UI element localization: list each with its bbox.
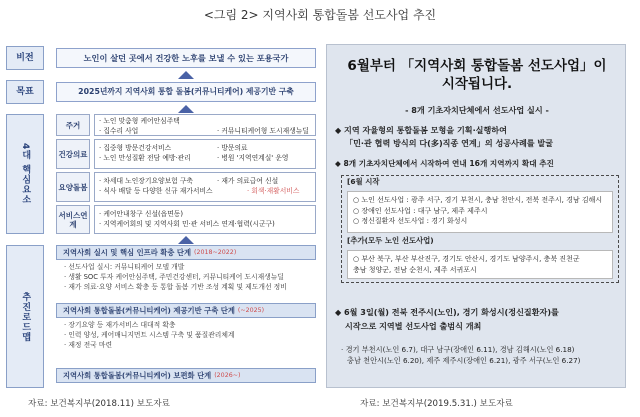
panel-subhead: - 8개 기초자치단체에서 선도사업 실시 - [405,105,549,115]
roadmap-step-3 [56,368,316,383]
figure-title: <그림 2> 지역사회 통합돌봄 선도사업 추진 [203,8,437,22]
step-line: · 재가 의료·요양 서비스 확충 등 통합 돌봄 기반 조성 계획 및 제도개선 정비 [64,283,287,292]
core-box-care [94,172,316,202]
core-line: · 집수리 사업 [99,126,139,135]
step-line: · 선도사업 실시: 커뮤니티케어 모델 개발 [64,263,185,271]
tag-additional: [추가(모두 노인 선도사업) [347,236,434,245]
arrow-up-icon [178,71,194,79]
left-source: 자료: 보건복지부(2018.11) 보도자료 [28,399,170,409]
step-line: · 장기요양 등 재가서비스 대대적 확충 [64,321,176,329]
core-line: · 차세대 노인장기요양보험 구축 [99,177,193,185]
step-line: · 재정 전국 마련 [64,341,113,350]
site-line: ○ 정신질환자 선도사업 : 경기 화성시 [353,217,468,225]
core-line: · 노인 만성질환 전담 예방·관리 [99,153,191,162]
roadmap-step-1 [56,245,316,260]
point-1-line1: ◆ 지역 자율형의 통합돌봄 모형을 기획·실행하여 [335,125,507,135]
core-tab-care: 요양돌봄 [56,172,90,202]
core-box-health [94,139,316,169]
core-line: · 집중형 방문건강서비스 [99,144,172,152]
point-3-line2: 시작으로 지역별 선도사업 출범식 개최 [345,321,482,331]
step-line: · 인력 양성, 케어매니지먼트 시스템 구축 및 품질관리체계 [64,331,235,340]
roadmap-label-text: 추진로드맵 [20,291,31,342]
site-line: 충남 청양군, 전남 순천시, 제주 서귀포시 [353,265,477,274]
vision-text: 노인이 살던 곳에서 건강한 노후를 보낼 수 있는 포용국가 [56,48,316,68]
step-line: · 생활 SOC 투자 케어안심주택, 주민건강센터, 커뮤니티케어 도시재생뉴딜 [64,273,284,282]
launch-line: 충남 천안시(노인 6.20), 제주 제주시(장애인 6.21), 광주 서구(노인 6.27) [347,355,581,365]
point-1-line2: 「민·관 협력 방식의 다(多)직종 연계」의 성공사례를 발굴 [345,138,554,148]
core-line: · 노인 맞춤형 케어안심주택 [99,117,180,125]
arrow-up-icon [178,236,194,244]
arrow-up-icon [178,105,194,113]
initial-sites-box [347,191,613,233]
core-tab-link: 서비스연계 [56,205,90,234]
step-title: 지역사회 실시 및 핵심 인프라 확충 단계 [63,247,192,257]
roadmap-step-1-body [56,262,316,293]
step-period: (2018~2022) [194,249,237,256]
core-line: · 재가 의료급여 신설 [217,177,279,185]
step-period: (~2025) [237,307,265,314]
point-2: ◆ 8개 기초자치단체에서 시작하여 연내 16개 지역까지 확대 추진 [335,159,554,168]
core-line: · 케어안내창구 신설(읍면동) [99,210,184,218]
roadmap-label [6,245,44,388]
right-source: 자료: 보건복지부(2019.5.31.) 보도자료 [360,399,513,409]
core-line: · 병원 '지역연계실' 운영 [217,153,289,162]
core-label [6,114,44,234]
step-period: (2026~) [214,372,241,379]
roadmap-step-2-body [56,320,316,351]
core-label-text: 4대 핵심요소 [20,143,31,205]
press-release-panel [326,44,626,388]
panel-title-line2: 시작됩니다. [441,76,513,93]
vision-label: 비전 [6,46,44,70]
step-title: 지역사회 통합돌봄(커뮤니티케어) 보편화 단계 [63,370,212,380]
core-box-link [94,205,316,234]
additional-sites-box [347,250,613,279]
core-line: · 지역케어회의 및 지역사회 민·관 서비스 연계·협력(시군구) [99,219,275,228]
core-tab-housing: 주거 [56,114,90,136]
core-box-housing [94,114,316,136]
goal-label: 목표 [6,80,44,104]
site-line: ○ 노인 선도사업 : 광주 서구, 경기 부천시, 충남 천안시, 전북 전주시, 경남 김해시 [353,196,603,204]
core-line: · 커뮤니티케어형 도시재생뉴딜 [217,126,309,135]
panel-title [335,57,619,93]
step-title: 지역사회 통합돌봄(커뮤니티케어) 제공기반 구축 단계 [63,305,235,315]
goal-text: 2025년까지 지역사회 통합 돌봄(커뮤니티케어) 제공기반 구축 [56,82,316,102]
launch-list [341,345,581,367]
core-tab-health: 건강의료 [56,139,90,169]
roadmap-step-2 [56,303,316,318]
core-line-highlight: · 회색·재활서비스 [247,186,300,195]
core-line: · 식사 배달 등 다양한 신규 재가서비스 [99,186,213,195]
launch-line: · 경기 부천시(노인 6.7), 대구 남구(장애인 6.11), 경남 김해시(노인 6.18) [341,345,575,354]
panel-title-line1: 6월부터 「지역사회 통합돌봄 선도사업」이 [347,58,607,74]
tag-june-start: [6월 시작 [347,177,380,186]
site-line: ○ 장애인 선도사업 : 대구 남구, 제주 제주시 [353,206,488,215]
point-3-line1: ◆ 6월 3일(월) 전북 전주시(노인), 경기 화성시(정신질환자)를 [335,307,559,317]
core-line: · 방문의료 [217,144,248,152]
site-line: ○ 부산 북구, 부산 부산진구, 경기도 안산시, 경기도 남양주시, 충북 진천군 [353,255,580,263]
